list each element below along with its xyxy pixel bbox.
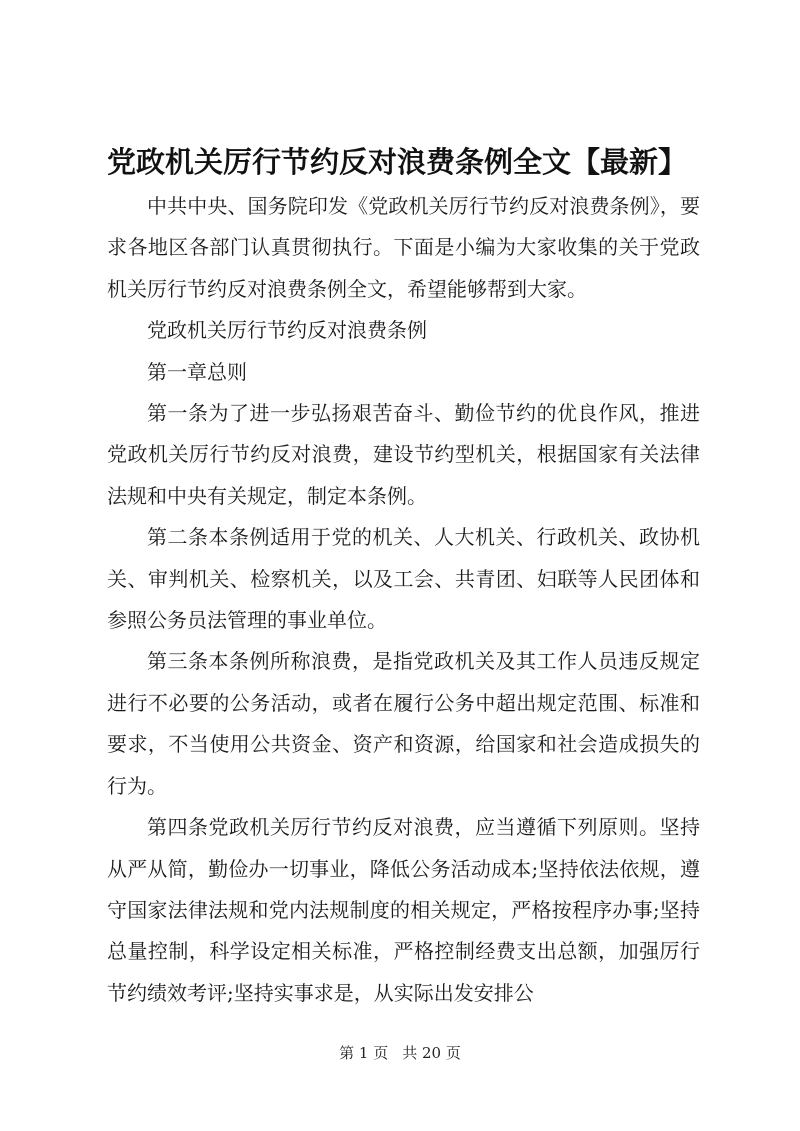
regulation-name: 党政机关厉行节约反对浪费条例: [147, 318, 427, 343]
page-total: 共 20 页: [402, 1044, 461, 1062]
intro-paragraph: 中共中央、国务院印发《党政机关厉行节约反对浪费条例》，要求各地区各部门认真贯彻执行。下面是小编为大家收集的关于党政机关厉行节约反对浪费条例全文，希望能够帮到大家。: [107, 194, 700, 301]
article-4: 第四条党政机关厉行节约反对浪费，应当遵循下列原则。坚持从严从简，勤俭办一切事业，降低公务活动成本;坚持依法依规，遵守国家法律法规和党内法规制度的相关规定，严格按程序办事;坚持总量控制，科学设定相关标准，严格控制经费支出总额，加强厉行节约绩效考评;坚持实事求是，从实际出发安排公: [107, 815, 700, 1005]
document-body: [107, 186, 700, 1014]
page-footer: [0, 1043, 800, 1063]
document-title: 党政机关厉行节约反对浪费条例全文【最新】: [107, 145, 688, 179]
article-3: 第三条本条例所称浪费，是指党政机关及其工作人员违反规定进行不必要的公务活动，或者在履行公务中超出规定范围、标准和要求，不当使用公共资金、资产和资源，给国家和社会造成损失的行为。: [107, 649, 700, 798]
article-1: 第一条为了进一步弘扬艰苦奋斗、勤俭节约的优良作风，推进党政机关厉行节约反对浪费，建设节约型机关，根据国家有关法律法规和中央有关规定，制定本条例。: [107, 401, 700, 508]
page-number: 第 1 页: [339, 1044, 389, 1062]
article-2: 第二条本条例适用于党的机关、人大机关、行政机关、政协机关、审判机关、检察机关，以及工会、共青团、妇联等人民团体和参照公务员法管理的事业单位。: [107, 525, 700, 633]
chapter-heading: 第一章总则: [147, 359, 247, 384]
